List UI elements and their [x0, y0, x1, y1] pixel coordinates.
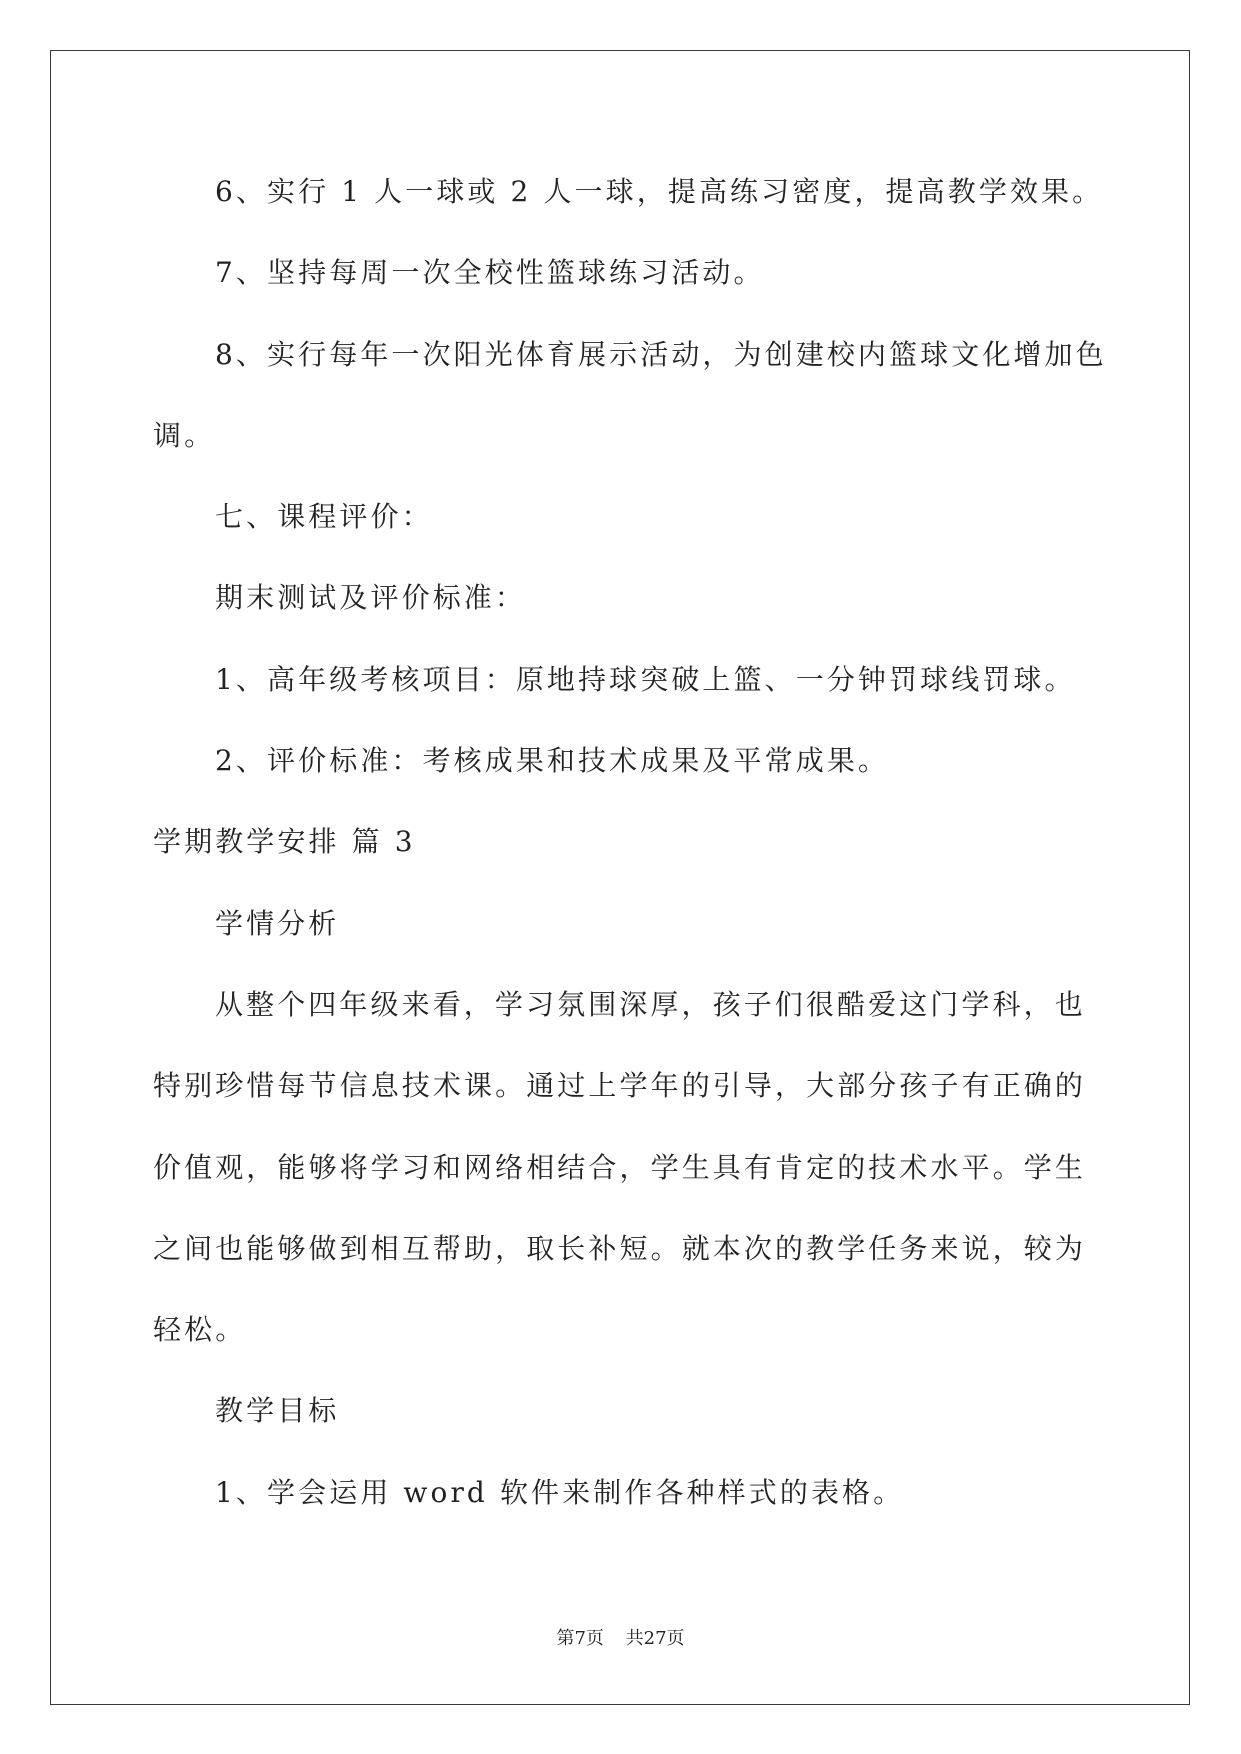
text-line: 轻松。	[153, 1313, 247, 1347]
paragraph-goal-1	[153, 1452, 1133, 1533]
subheading-teaching-goals	[153, 1370, 1133, 1451]
current-page-label: 第7页	[556, 1628, 604, 1649]
text-line: 7、坚持每周一次全校性篮球练习活动。	[215, 256, 765, 290]
text-line: 6、实行 1 人一球或 2 人一球，提高练习密度，提高教学效果。	[215, 175, 1104, 208]
text-line: 特别珍惜每节信息技术课。通过上学年的引导，大部分孩子有正确的	[153, 1069, 1087, 1103]
article-heading	[153, 801, 1133, 882]
text-line: 学情分析	[215, 906, 340, 940]
paragraph-item-8	[153, 314, 1133, 477]
paragraph-exam-standards	[153, 557, 1133, 638]
text-line: 2、评价标准：考核成果和技术成果及平常成果。	[215, 744, 890, 778]
total-pages-label: 共27页	[625, 1628, 685, 1649]
text-line: 价值观，能够将学习和网络相结合，学生具有肯定的技术水平。学生	[153, 1150, 1087, 1184]
document-body	[153, 151, 1133, 1533]
paragraph-item-6	[153, 151, 1133, 232]
text-line: 调。	[153, 418, 216, 452]
paragraph-item-1-assessment	[153, 639, 1133, 720]
text-line: 8、实行每年一次阳光体育展示活动，为创建校内篮球文化增加色	[215, 337, 1107, 371]
page-footer	[0, 1626, 1241, 1652]
text-line: 之间也能够做到相互帮助，取长补短。就本次的教学任务来说，较为	[153, 1231, 1087, 1265]
text-line: 学期教学安排 篇 3	[153, 825, 416, 859]
text-line: 七、课程评价：	[215, 500, 433, 534]
text-line: 期末测试及评价标准：	[215, 581, 527, 615]
text-line: 1、学会运用 word 软件来制作各种样式的表格。	[215, 1475, 905, 1509]
paragraph-learning-analysis	[153, 964, 1133, 1370]
paragraph-item-7	[153, 232, 1133, 313]
section-heading-course-evaluation	[153, 476, 1133, 557]
text-line: 从整个四年级来看，学习氛围深厚，孩子们很酷爱这门学科，也	[215, 987, 1086, 1021]
subheading-learning-analysis	[153, 883, 1133, 964]
paragraph-item-2-criteria	[153, 720, 1133, 801]
text-line: 教学目标	[215, 1394, 340, 1428]
text-line: 1、高年级考核项目：原地持球突破上篮、一分钟罚球线罚球。	[215, 662, 1076, 696]
